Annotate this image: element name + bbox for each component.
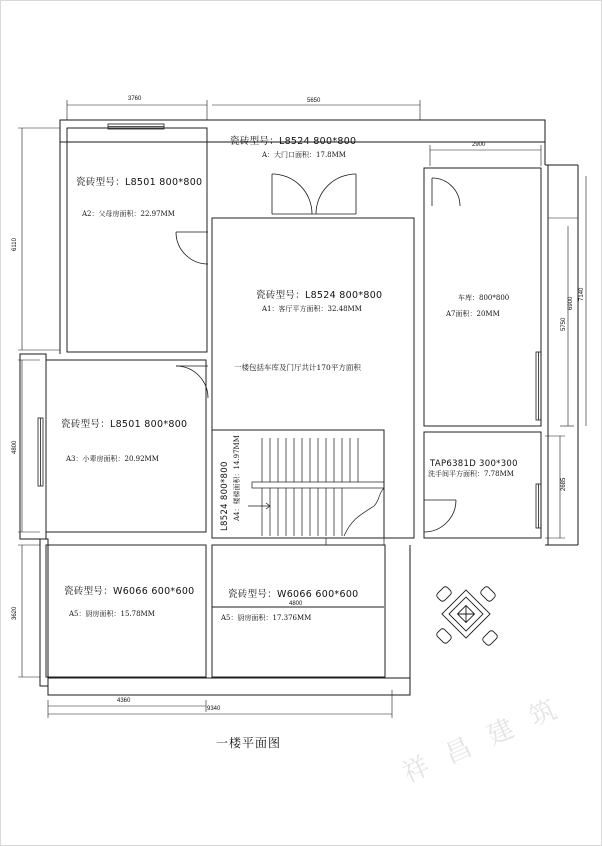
living-area-label: A1：客厅平方面积：32.48MM — [262, 305, 362, 313]
total-area-note: 一楼包括车库及门厅共计170平方面积 — [234, 363, 361, 372]
dim-kitchen-width: 4800 — [289, 601, 303, 607]
dim-garage-depth-a: 5750 — [561, 317, 567, 331]
dim-garage-depth-b: 6900 — [568, 296, 574, 310]
parents-area-label: A2：父母房面积：22.97MM — [82, 210, 175, 218]
kitchen1-area-label: A5：厨房面积：15.78MM — [69, 610, 155, 618]
living-tile-label: 瓷砖型号：L8524 800*800 — [256, 290, 383, 301]
dim-bath-depth: 2685 — [561, 477, 567, 491]
exterior-walls — [20, 120, 578, 695]
stair-area-label: A4：楼梯面积：14.97MM — [233, 435, 241, 521]
dining-table-icon — [436, 586, 499, 647]
dim-garage-depth-c: 7140 — [579, 287, 585, 301]
garage-tile-label: 车库：800*800 — [458, 294, 510, 302]
entry-tile-label: 瓷砖型号：L8524 800*800 — [230, 136, 357, 147]
kitchen2-area-label: A5：厨房面积：17.376MM — [221, 614, 312, 622]
dim-bottom-total: 9340 — [207, 706, 221, 712]
dim-top-right: 5650 — [307, 98, 321, 104]
junior-area-label: A3：小辈房面积：20.92MM — [66, 455, 159, 463]
watermark: 祥 昌 建 筑 — [398, 692, 567, 790]
dimension-lines — [18, 100, 586, 718]
dim-top-left: 3760 — [128, 96, 142, 102]
dim-garage-width: 2900 — [472, 142, 486, 148]
dim-left-upper: 6110 — [12, 238, 18, 251]
dim-left-lower: 3620 — [12, 606, 18, 620]
bath-tile-label: TAP6381D 300*300 — [430, 459, 518, 469]
bath-area-label: 洗手间平方面积：7.78MM — [428, 470, 514, 478]
parents-tile-label: 瓷砖型号：L8501 800*800 — [76, 177, 203, 188]
entry-area-label: A：大门口面积：17.8MM — [262, 151, 346, 159]
garage-area-label: A7面积：20MM — [446, 310, 500, 318]
stair-tile-label: L8524 800*800 — [220, 461, 230, 531]
plan-title: 一楼平面图 — [216, 736, 282, 750]
staircase — [248, 438, 384, 545]
dim-bottom-left: 4360 — [117, 698, 131, 704]
kitchen2-tile-label: 瓷砖型号：W6066 600*600 — [228, 589, 359, 600]
dim-left-middle: 4800 — [12, 440, 18, 454]
kitchen1-tile-label: 瓷砖型号：W6066 600*600 — [64, 586, 195, 597]
junior-tile-label: 瓷砖型号：L8501 800*800 — [61, 419, 188, 430]
